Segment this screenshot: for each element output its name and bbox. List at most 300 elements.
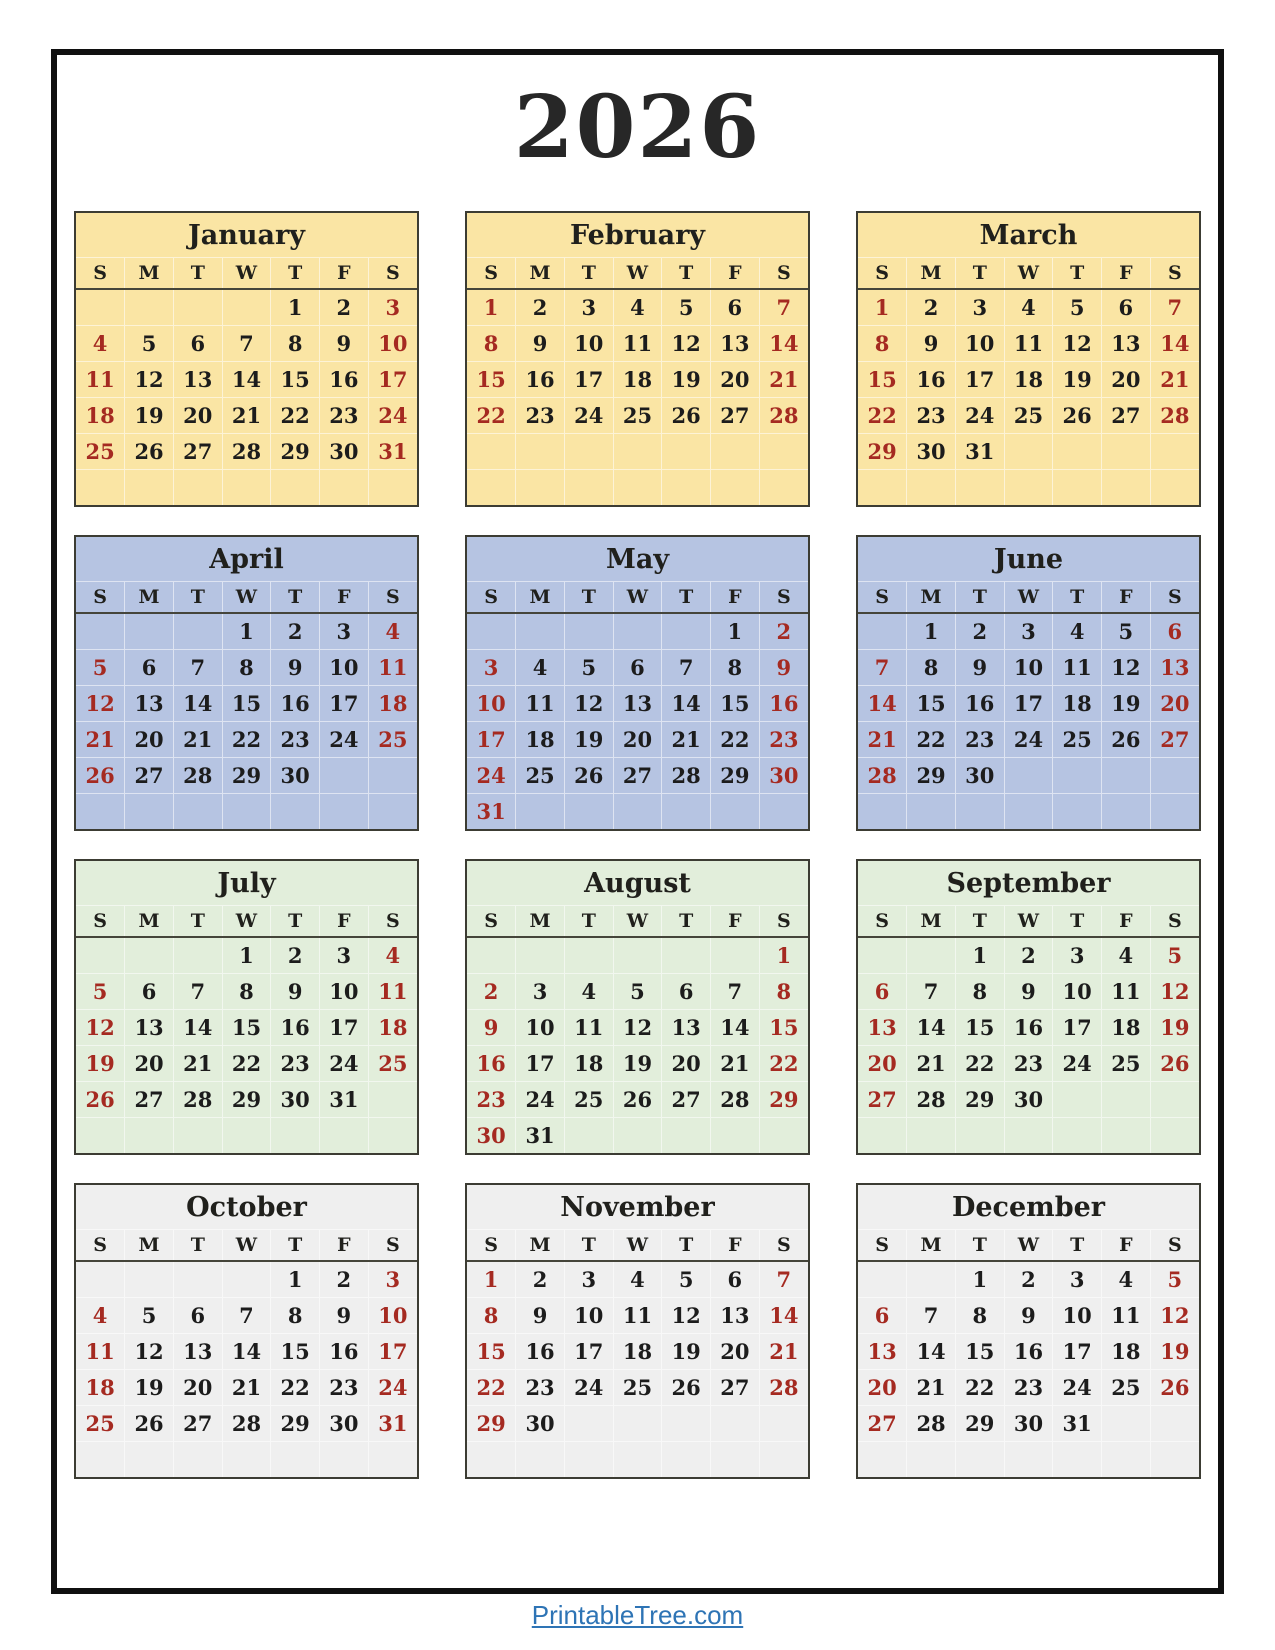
day-cell: 5: [125, 1298, 174, 1334]
day-header-cell: F: [1102, 906, 1151, 937]
day-cell: 18: [516, 722, 565, 758]
week-row: [858, 937, 1199, 974]
month-table: [467, 258, 808, 505]
week-row: [76, 1261, 417, 1298]
week-row: [76, 470, 417, 506]
day-cell: 25: [1102, 1046, 1151, 1082]
day-cell: 16: [271, 686, 320, 722]
day-cell: 19: [662, 362, 711, 398]
day-cell: 13: [1102, 326, 1151, 362]
day-cell: 29: [955, 1406, 1004, 1442]
day-cell: [76, 470, 125, 506]
month-table: [76, 1230, 417, 1477]
day-cell: 11: [368, 650, 417, 686]
day-cell: [759, 1406, 808, 1442]
day-header-cell: S: [759, 906, 808, 937]
month-april: [74, 535, 419, 831]
day-cell: 16: [955, 686, 1004, 722]
day-cell: [320, 1442, 369, 1478]
day-header-cell: T: [271, 582, 320, 613]
day-cell: [1150, 1406, 1199, 1442]
day-cell: 10: [564, 326, 613, 362]
week-row: [467, 1010, 808, 1046]
day-cell: 20: [173, 398, 222, 434]
day-header-cell: T: [662, 1230, 711, 1261]
day-cell: 13: [1150, 650, 1199, 686]
day-cell: 31: [368, 1406, 417, 1442]
day-header-cell: F: [1102, 582, 1151, 613]
day-cell: 5: [662, 1261, 711, 1298]
day-cell: [564, 613, 613, 650]
day-cell: 7: [759, 1261, 808, 1298]
day-cell: [271, 1118, 320, 1154]
day-header-cell: T: [173, 1230, 222, 1261]
day-cell: 15: [955, 1010, 1004, 1046]
day-cell: 16: [516, 362, 565, 398]
week-row: [858, 650, 1199, 686]
day-cell: [1102, 470, 1151, 506]
day-cell: 27: [1150, 722, 1199, 758]
day-cell: 6: [173, 326, 222, 362]
day-cell: [1150, 434, 1199, 470]
day-cell: 22: [271, 398, 320, 434]
day-header-cell: M: [907, 258, 956, 289]
day-cell: 9: [1004, 974, 1053, 1010]
day-header-cell: S: [368, 1230, 417, 1261]
day-cell: 31: [320, 1082, 369, 1118]
day-cell: 23: [1004, 1370, 1053, 1406]
day-cell: 18: [613, 1334, 662, 1370]
day-header-row: [858, 582, 1199, 613]
day-cell: 29: [222, 1082, 271, 1118]
day-cell: 12: [1150, 1298, 1199, 1334]
day-cell: 30: [1004, 1082, 1053, 1118]
day-cell: 15: [467, 362, 516, 398]
day-cell: 22: [907, 722, 956, 758]
day-cell: 11: [1053, 650, 1102, 686]
day-cell: [173, 470, 222, 506]
day-cell: 21: [173, 722, 222, 758]
day-cell: [1004, 758, 1053, 794]
day-cell: [955, 1442, 1004, 1478]
week-row: [467, 650, 808, 686]
day-header-cell: M: [907, 1230, 956, 1261]
day-cell: [564, 434, 613, 470]
day-cell: 7: [173, 650, 222, 686]
day-cell: 17: [564, 1334, 613, 1370]
day-cell: 22: [858, 398, 907, 434]
day-cell: 10: [564, 1298, 613, 1334]
day-header-cell: M: [516, 906, 565, 937]
day-cell: 28: [222, 434, 271, 470]
day-cell: [1150, 1082, 1199, 1118]
day-cell: 4: [76, 1298, 125, 1334]
day-cell: 20: [711, 362, 760, 398]
day-cell: 29: [759, 1082, 808, 1118]
month-march: [856, 211, 1201, 507]
printabletree-link[interactable]: PrintableTree.com: [531, 1600, 744, 1630]
day-cell: 12: [125, 1334, 174, 1370]
week-row: [76, 722, 417, 758]
day-cell: 3: [320, 937, 369, 974]
day-cell: [858, 613, 907, 650]
day-cell: 28: [907, 1406, 956, 1442]
day-cell: 17: [467, 722, 516, 758]
day-cell: 21: [711, 1046, 760, 1082]
day-header-cell: S: [1150, 582, 1199, 613]
month-title: April: [76, 537, 417, 582]
day-cell: [320, 1118, 369, 1154]
day-cell: [1053, 434, 1102, 470]
day-cell: 19: [1150, 1334, 1199, 1370]
day-cell: 21: [662, 722, 711, 758]
month-october: [74, 1183, 419, 1479]
day-cell: 8: [759, 974, 808, 1010]
day-cell: 16: [907, 362, 956, 398]
day-cell: 2: [516, 289, 565, 326]
day-header-row: [467, 906, 808, 937]
day-cell: 1: [222, 613, 271, 650]
day-cell: [1004, 794, 1053, 830]
day-cell: 14: [173, 1010, 222, 1046]
day-cell: [467, 470, 516, 506]
week-row: [76, 1370, 417, 1406]
day-cell: [1053, 758, 1102, 794]
day-cell: 26: [662, 1370, 711, 1406]
month-table: [858, 258, 1199, 505]
day-cell: 31: [1053, 1406, 1102, 1442]
day-cell: [271, 1442, 320, 1478]
day-cell: 2: [955, 613, 1004, 650]
day-cell: 1: [759, 937, 808, 974]
day-header-row: [467, 1230, 808, 1261]
day-cell: [1004, 470, 1053, 506]
day-cell: 22: [711, 722, 760, 758]
day-cell: [759, 1442, 808, 1478]
week-row: [467, 1334, 808, 1370]
day-cell: 13: [173, 362, 222, 398]
day-cell: 7: [662, 650, 711, 686]
day-cell: 15: [222, 686, 271, 722]
week-row: [467, 470, 808, 506]
day-cell: [1102, 758, 1151, 794]
day-cell: 10: [320, 974, 369, 1010]
day-cell: [1150, 470, 1199, 506]
day-cell: 13: [711, 326, 760, 362]
day-cell: 5: [1053, 289, 1102, 326]
day-header-cell: S: [759, 582, 808, 613]
day-cell: 22: [467, 398, 516, 434]
day-cell: 14: [173, 686, 222, 722]
day-cell: 28: [711, 1082, 760, 1118]
day-cell: 28: [173, 1082, 222, 1118]
day-cell: [662, 794, 711, 830]
week-row: [467, 398, 808, 434]
day-cell: 12: [613, 1010, 662, 1046]
day-cell: 18: [1102, 1334, 1151, 1370]
day-header-cell: T: [564, 906, 613, 937]
day-cell: 25: [1053, 722, 1102, 758]
day-cell: [1102, 794, 1151, 830]
day-cell: 2: [320, 289, 369, 326]
day-cell: 28: [907, 1082, 956, 1118]
day-cell: 20: [173, 1370, 222, 1406]
day-cell: 27: [613, 758, 662, 794]
day-cell: 24: [467, 758, 516, 794]
day-cell: 30: [759, 758, 808, 794]
day-cell: [125, 613, 174, 650]
day-cell: 23: [271, 1046, 320, 1082]
day-cell: 26: [1150, 1370, 1199, 1406]
day-cell: [76, 1261, 125, 1298]
day-cell: [662, 1442, 711, 1478]
week-row: [858, 1298, 1199, 1334]
month-january: [74, 211, 419, 507]
day-cell: 3: [320, 613, 369, 650]
day-cell: [759, 794, 808, 830]
week-row: [76, 1010, 417, 1046]
day-header-cell: S: [467, 582, 516, 613]
day-header-cell: S: [759, 258, 808, 289]
day-cell: 19: [613, 1046, 662, 1082]
week-row: [858, 1442, 1199, 1478]
day-cell: 25: [1004, 398, 1053, 434]
week-row: [76, 758, 417, 794]
day-cell: 24: [320, 1046, 369, 1082]
day-cell: 16: [516, 1334, 565, 1370]
day-cell: 3: [955, 289, 1004, 326]
day-cell: 4: [564, 974, 613, 1010]
day-cell: 18: [76, 1370, 125, 1406]
day-cell: [76, 613, 125, 650]
day-cell: 28: [759, 398, 808, 434]
day-cell: 9: [907, 326, 956, 362]
day-cell: 2: [759, 613, 808, 650]
day-cell: [467, 613, 516, 650]
day-cell: 20: [613, 722, 662, 758]
year-title: 2026: [513, 77, 762, 178]
week-row: [467, 434, 808, 470]
day-cell: [564, 937, 613, 974]
day-cell: 29: [858, 434, 907, 470]
day-cell: [368, 470, 417, 506]
day-cell: [662, 1118, 711, 1154]
day-cell: 8: [271, 1298, 320, 1334]
day-cell: 14: [711, 1010, 760, 1046]
day-header-cell: F: [711, 582, 760, 613]
day-cell: 8: [858, 326, 907, 362]
day-header-cell: T: [564, 582, 613, 613]
day-cell: 5: [613, 974, 662, 1010]
day-header-row: [76, 906, 417, 937]
day-cell: 9: [1004, 1298, 1053, 1334]
day-cell: [858, 1442, 907, 1478]
day-cell: [955, 1118, 1004, 1154]
day-header-cell: S: [1150, 906, 1199, 937]
day-cell: 26: [125, 1406, 174, 1442]
day-cell: [759, 434, 808, 470]
day-cell: [858, 1118, 907, 1154]
day-cell: 9: [271, 974, 320, 1010]
day-cell: 5: [564, 650, 613, 686]
month-may: [465, 535, 810, 831]
day-cell: 25: [368, 1046, 417, 1082]
day-cell: 24: [1053, 1046, 1102, 1082]
day-cell: 22: [955, 1370, 1004, 1406]
day-cell: 18: [1053, 686, 1102, 722]
day-cell: 22: [222, 722, 271, 758]
day-cell: 17: [516, 1046, 565, 1082]
day-cell: 22: [955, 1046, 1004, 1082]
day-cell: [564, 794, 613, 830]
day-cell: 9: [271, 650, 320, 686]
day-header-row: [467, 582, 808, 613]
day-cell: 28: [662, 758, 711, 794]
months-grid: [57, 211, 1218, 1479]
day-cell: 3: [1004, 613, 1053, 650]
day-cell: 4: [1053, 613, 1102, 650]
day-cell: [711, 470, 760, 506]
day-cell: 1: [955, 937, 1004, 974]
day-cell: 4: [1102, 937, 1151, 974]
month-title: August: [467, 861, 808, 906]
day-cell: [76, 1118, 125, 1154]
day-cell: 15: [759, 1010, 808, 1046]
day-cell: [907, 937, 956, 974]
day-cell: 8: [711, 650, 760, 686]
day-cell: 4: [368, 937, 417, 974]
day-header-cell: W: [1004, 906, 1053, 937]
day-cell: 21: [907, 1370, 956, 1406]
day-cell: [1150, 1442, 1199, 1478]
day-cell: 4: [516, 650, 565, 686]
day-header-cell: F: [711, 1230, 760, 1261]
day-header-cell: W: [1004, 582, 1053, 613]
day-cell: [711, 1118, 760, 1154]
day-cell: 19: [1102, 686, 1151, 722]
day-header-cell: T: [564, 258, 613, 289]
day-header-cell: W: [222, 1230, 271, 1261]
day-cell: 2: [516, 1261, 565, 1298]
day-cell: 26: [76, 1082, 125, 1118]
day-cell: 25: [76, 434, 125, 470]
day-cell: 25: [1102, 1370, 1151, 1406]
day-cell: [271, 470, 320, 506]
day-cell: 16: [1004, 1010, 1053, 1046]
day-cell: [173, 289, 222, 326]
day-header-cell: M: [125, 582, 174, 613]
day-header-cell: F: [320, 1230, 369, 1261]
week-row: [467, 758, 808, 794]
week-row: [467, 326, 808, 362]
week-row: [76, 326, 417, 362]
day-cell: [1053, 794, 1102, 830]
day-cell: [564, 1118, 613, 1154]
day-cell: 3: [564, 1261, 613, 1298]
day-header-cell: T: [1053, 906, 1102, 937]
day-cell: 23: [955, 722, 1004, 758]
day-cell: 5: [662, 289, 711, 326]
day-header-cell: T: [564, 1230, 613, 1261]
day-cell: [173, 1261, 222, 1298]
day-cell: 18: [368, 686, 417, 722]
day-cell: 11: [613, 1298, 662, 1334]
day-cell: 25: [564, 1082, 613, 1118]
day-cell: 5: [1150, 1261, 1199, 1298]
day-header-cell: T: [662, 258, 711, 289]
day-cell: 15: [222, 1010, 271, 1046]
day-cell: 10: [467, 686, 516, 722]
month-table: [858, 1230, 1199, 1477]
day-cell: [759, 470, 808, 506]
day-cell: [711, 937, 760, 974]
week-row: [858, 686, 1199, 722]
day-cell: [662, 937, 711, 974]
day-cell: 1: [711, 613, 760, 650]
day-cell: 17: [1053, 1334, 1102, 1370]
day-cell: [271, 794, 320, 830]
week-row: [76, 362, 417, 398]
day-cell: 10: [1053, 1298, 1102, 1334]
day-cell: 17: [368, 1334, 417, 1370]
week-row: [76, 289, 417, 326]
day-cell: 12: [76, 1010, 125, 1046]
week-row: [76, 1118, 417, 1154]
week-row: [858, 1406, 1199, 1442]
day-cell: 8: [467, 1298, 516, 1334]
day-cell: 1: [483, 295, 499, 320]
week-row: [858, 974, 1199, 1010]
day-cell: 5: [1150, 937, 1199, 974]
day-cell: 31: [516, 1118, 565, 1154]
day-cell: [516, 794, 565, 830]
week-row: [858, 470, 1199, 506]
day-cell: 10: [1053, 974, 1102, 1010]
day-cell: 26: [1102, 722, 1151, 758]
day-cell: 25: [76, 1406, 125, 1442]
day-cell: 24: [955, 398, 1004, 434]
month-table: [76, 582, 417, 829]
day-cell: [222, 794, 271, 830]
day-cell: 30: [271, 1082, 320, 1118]
day-cell: [907, 1442, 956, 1478]
day-cell: 22: [467, 1370, 516, 1406]
day-cell: 14: [222, 362, 271, 398]
month-table: [467, 582, 808, 829]
day-cell: [1053, 1118, 1102, 1154]
day-cell: [516, 613, 565, 650]
day-cell: 28: [858, 758, 907, 794]
week-row: [858, 398, 1199, 434]
day-cell: 21: [1150, 362, 1199, 398]
week-row: [858, 362, 1199, 398]
day-cell: [955, 794, 1004, 830]
day-cell: [711, 794, 760, 830]
week-row: [467, 289, 808, 326]
day-cell: 23: [516, 398, 565, 434]
day-header-cell: F: [320, 258, 369, 289]
day-cell: 15: [467, 1334, 516, 1370]
day-cell: 21: [173, 1046, 222, 1082]
day-header-cell: S: [759, 1230, 808, 1261]
day-cell: 9: [759, 650, 808, 686]
day-cell: 6: [1102, 289, 1151, 326]
day-header-cell: W: [1004, 258, 1053, 289]
day-cell: 12: [662, 326, 711, 362]
week-row: [858, 1046, 1199, 1082]
day-cell: 24: [516, 1082, 565, 1118]
day-cell: [1004, 1118, 1053, 1154]
